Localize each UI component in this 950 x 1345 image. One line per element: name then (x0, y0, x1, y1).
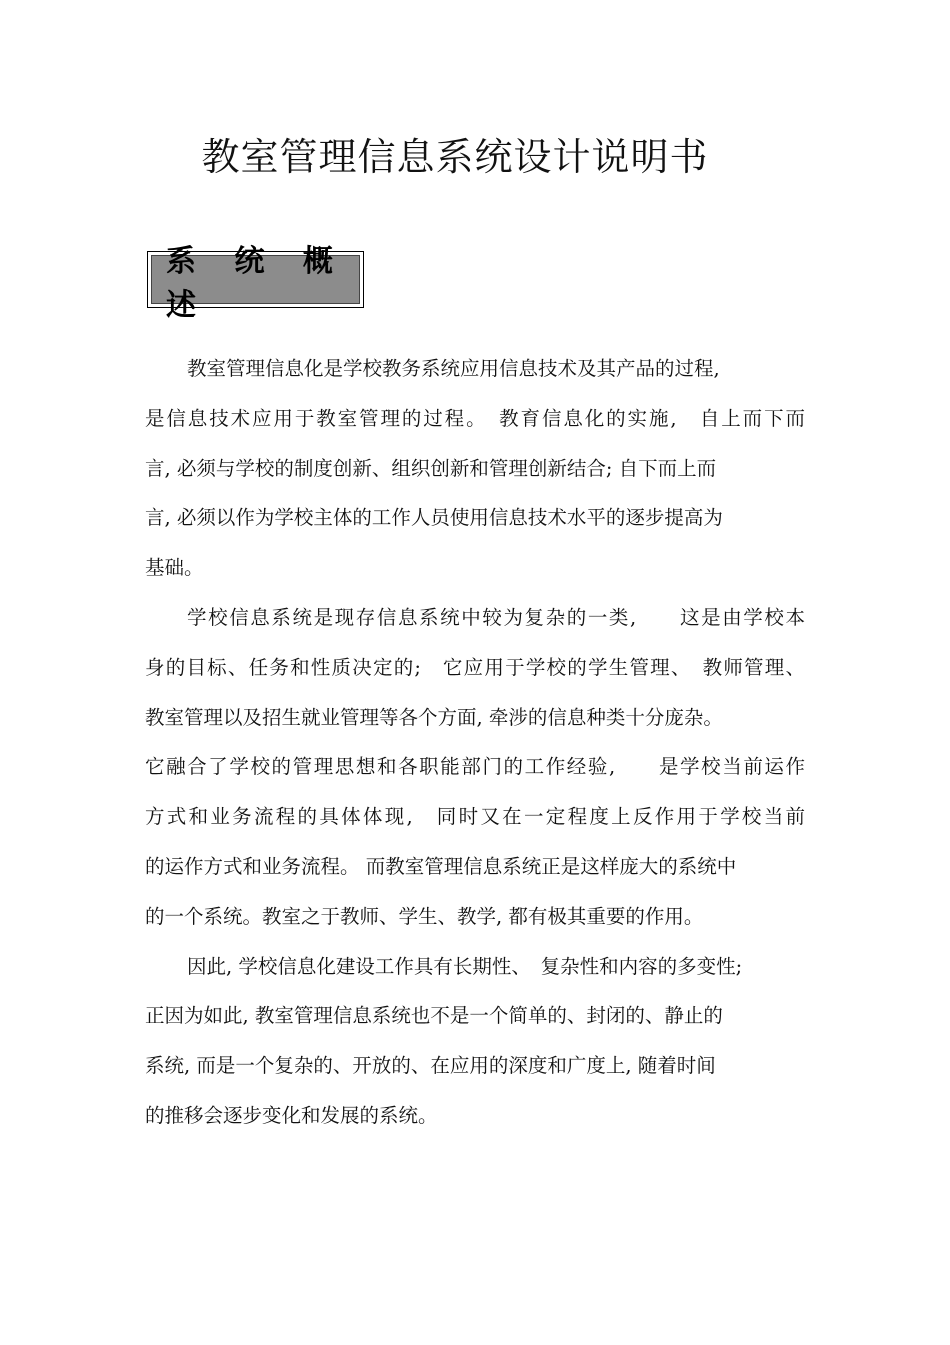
paragraph-line: 的推移会逐步变化和发展的系统。 (145, 1103, 438, 1127)
section-heading-box (147, 243, 364, 323)
paragraph-line: 教室管理以及招生就业管理等各个方面, 牵涉的信息种类十分庞杂。 (145, 705, 723, 729)
paragraph-line: 教室管理信息化是学校教务系统应用信息技术及其产品的过程, (187, 357, 720, 380)
paragraph-line: 的一个系统。教室之于教师、学生、教学, 都有极其重要的作用。 (145, 904, 704, 928)
section-heading: 系 统 概 述 (166, 243, 347, 323)
paragraph-line: 是信息技术应用于教室管理的过程。 教育信息化的实施, 自上而下而 (145, 406, 805, 430)
paragraph-line: 身的目标、任务和性质决定的; 它应用于学校的学生管理、 教师管理、 (145, 655, 805, 679)
paragraph-line: 言, 必须与学校的制度创新、组织创新和管理创新结合; 自下而上而 (145, 456, 717, 480)
paragraph-line: 方式和业务流程的具体体现, 同时又在一定程度上反作用于学校当前 (145, 805, 805, 829)
paragraph-line: 基础。 (145, 556, 204, 580)
paragraph-line: 言, 必须以作为学校主体的工作人员使用信息技术水平的逐步提高为 (145, 506, 723, 530)
paragraph-line: 的运作方式和业务流程。 而教室管理信息系统正是这样庞大的系统中 (145, 854, 737, 878)
paragraph-line: 因此, 学校信息化建设工作具有长期性、 复杂性和内容的多变性; (187, 954, 743, 978)
section-heading-inner (151, 243, 360, 323)
paragraph-line: 正因为如此, 教室管理信息系统也不是一个简单的、封闭的、静止的 (145, 1004, 723, 1028)
paragraph-line: 它融合了学校的管理思想和各职能部门的工作经验, 是学校当前运作 (145, 755, 805, 779)
document-title: 教室管理信息系统设计说明书 (201, 135, 709, 179)
body-text (145, 344, 805, 1141)
paragraph-line: 学校信息系统是现存信息系统中较为复杂的一类, 这是由学校本 (187, 605, 805, 629)
paragraph-line: 系统, 而是一个复杂的、开放的、在应用的深度和广度上, 随着时间 (145, 1054, 716, 1078)
